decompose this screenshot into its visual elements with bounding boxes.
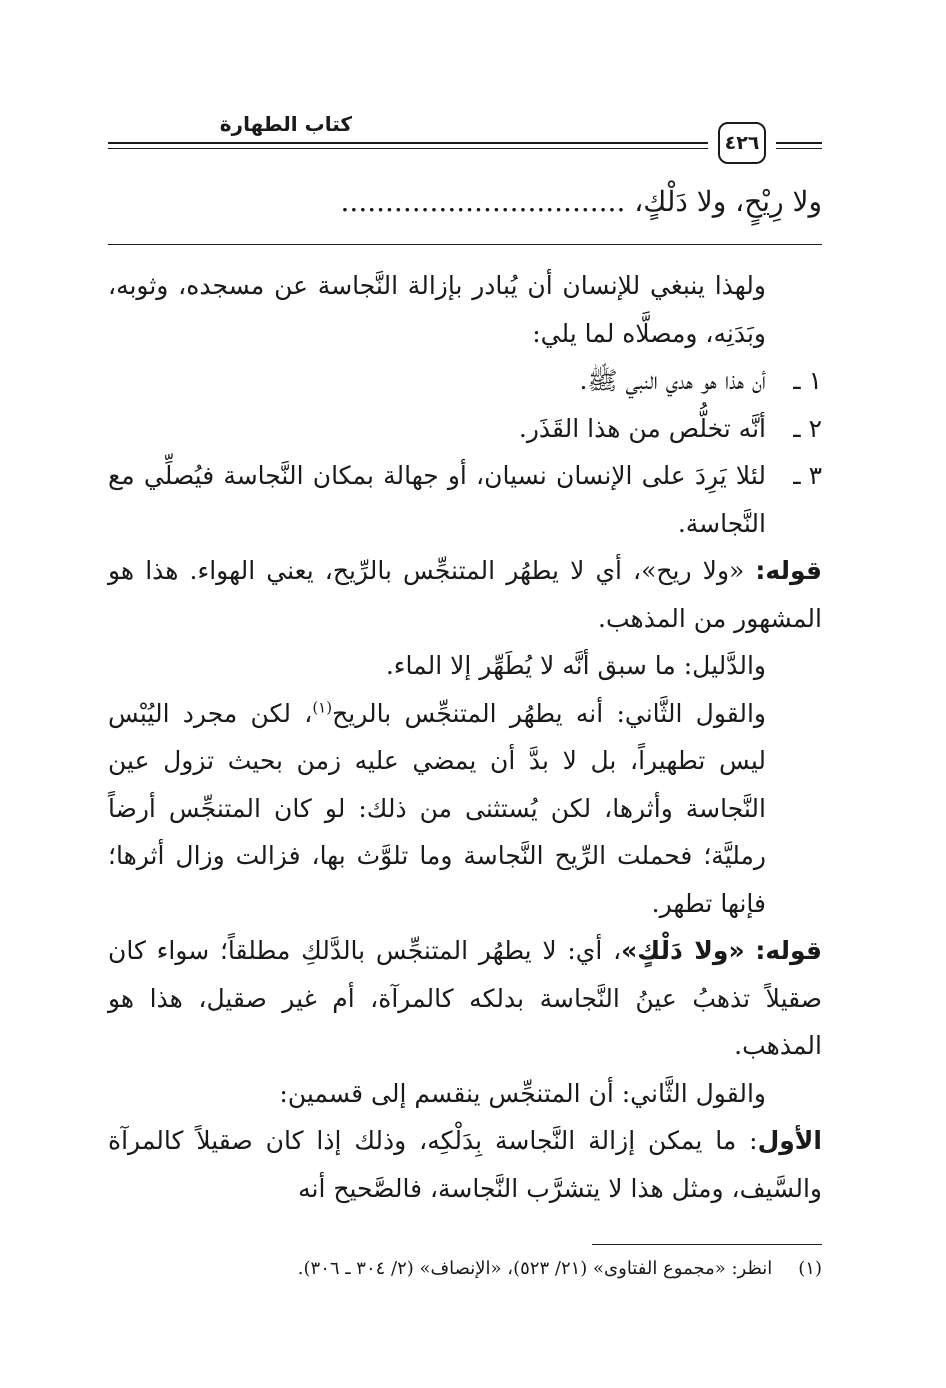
footnote xyxy=(108,1254,822,1284)
paragraph-text: ، أي: لا يطهُر المتنجِّس بالدَّلكِ مطلقاً؛ سواء كان صقيلاً تذهبُ عينُ النَّجاسة بدلكه كالمرآة، أم غير صقيل، هذا هو المذهب. xyxy=(108,936,822,1060)
paragraph-text: ، أي لا يطهُر المتنجِّس بالرِّيح، يعني الهواء. هذا هو المشهور من المذهب. xyxy=(108,556,822,633)
paragraph xyxy=(108,547,822,642)
header-rule xyxy=(108,142,708,144)
paragraph xyxy=(108,1117,822,1212)
matn-line xyxy=(108,178,822,226)
header-rule xyxy=(108,148,708,149)
page-header xyxy=(108,108,822,168)
paragraph: والقول الثَّاني: أن المتنجِّس ينقسم إلى قسمين: xyxy=(279,1078,766,1108)
header-rule xyxy=(776,148,822,149)
footnote-divider xyxy=(592,1244,822,1245)
header-rule xyxy=(776,142,822,144)
paragraph xyxy=(108,927,822,1070)
paragraph-text: والقول الثَّاني: أنه يطهُر المتنجِّس بالريح xyxy=(332,698,767,728)
footnote-text: انظر: «مجموع الفتاوى» (٢١/ ٥٢٣)، «الإنصاف» (٢/ ٣٠٤ ـ ٣٠٦). xyxy=(297,1258,773,1279)
list-text: أنَّه تخلُّص من هذا القَذَر. xyxy=(518,413,766,443)
matn-dots: ................................ xyxy=(340,185,626,218)
paragraph xyxy=(108,690,822,928)
footnote-number: (١) xyxy=(798,1258,822,1279)
list-text: لئلا يَرِدَ على الإنسان نسيان، أو جهالة بمكان النَّجاسة فيُصلِّي مع النَّجاسة. xyxy=(108,461,766,538)
paragraph-text: ، لكن مجرد اليُبْس ليس تطهيراً، بل لا بدَّ أن يمضي عليه زمن بحيث تزول عين النَّجاسة وأثرها، لكن يُستثنى من ذلك: لو كان المتنجِّس أرضاً رمليَّة؛ فحملت الرِّيح النَّجاسة وما تلوَّث بها، فزالت وزال أثرها؛ فإنها تطهر. xyxy=(108,698,766,918)
paragraph-text: : ما يمكن إزالة النَّجاسة بِدَلْكِه، وذلك إذا كان صقيلاً كالمرآة والسَّيف، ومثل هذا لا يتشرَّب النَّجاسة، فالصَّحيح أنه xyxy=(108,1126,822,1203)
paragraph: ولهذا ينبغي للإنسان أن يُبادر بإزالة النَّجاسة عن مسجده، وثوبه، وبَدَنِه، ومصلَّاه لما يلي: xyxy=(108,271,766,348)
quoted-term: «ولا ريح» xyxy=(641,556,745,585)
page-number: ٤٢٦ xyxy=(718,122,766,164)
footnote-ref[interactable]: (١) xyxy=(312,698,333,717)
commentary-body xyxy=(108,262,822,1212)
list-number: ٢ ـ xyxy=(793,413,822,443)
qawluhu-label: قوله: xyxy=(755,556,822,585)
qawluhu-label: قوله: xyxy=(755,936,822,965)
matn-text: ولا رِيْحٍ، ولا دَلْكٍ، xyxy=(634,185,822,218)
list-number: ١ ـ xyxy=(793,366,822,395)
section-label: الأول xyxy=(757,1126,822,1155)
list-text: أن هذا هو هدي النبي ﷺ. xyxy=(579,366,766,395)
list-number: ٣ ـ xyxy=(793,461,822,490)
matn-divider xyxy=(108,244,822,245)
chapter-title: كتاب الطهارة xyxy=(219,112,352,136)
paragraph: والدَّليل: ما سبق أنَّه لا يُطَهِّر إلا الماء. xyxy=(385,651,766,680)
quoted-term: «ولا دَلْكٍ» xyxy=(621,936,745,965)
list-item xyxy=(108,405,822,453)
book-page xyxy=(108,0,822,1388)
list-item xyxy=(108,357,822,405)
list-item xyxy=(108,452,822,547)
